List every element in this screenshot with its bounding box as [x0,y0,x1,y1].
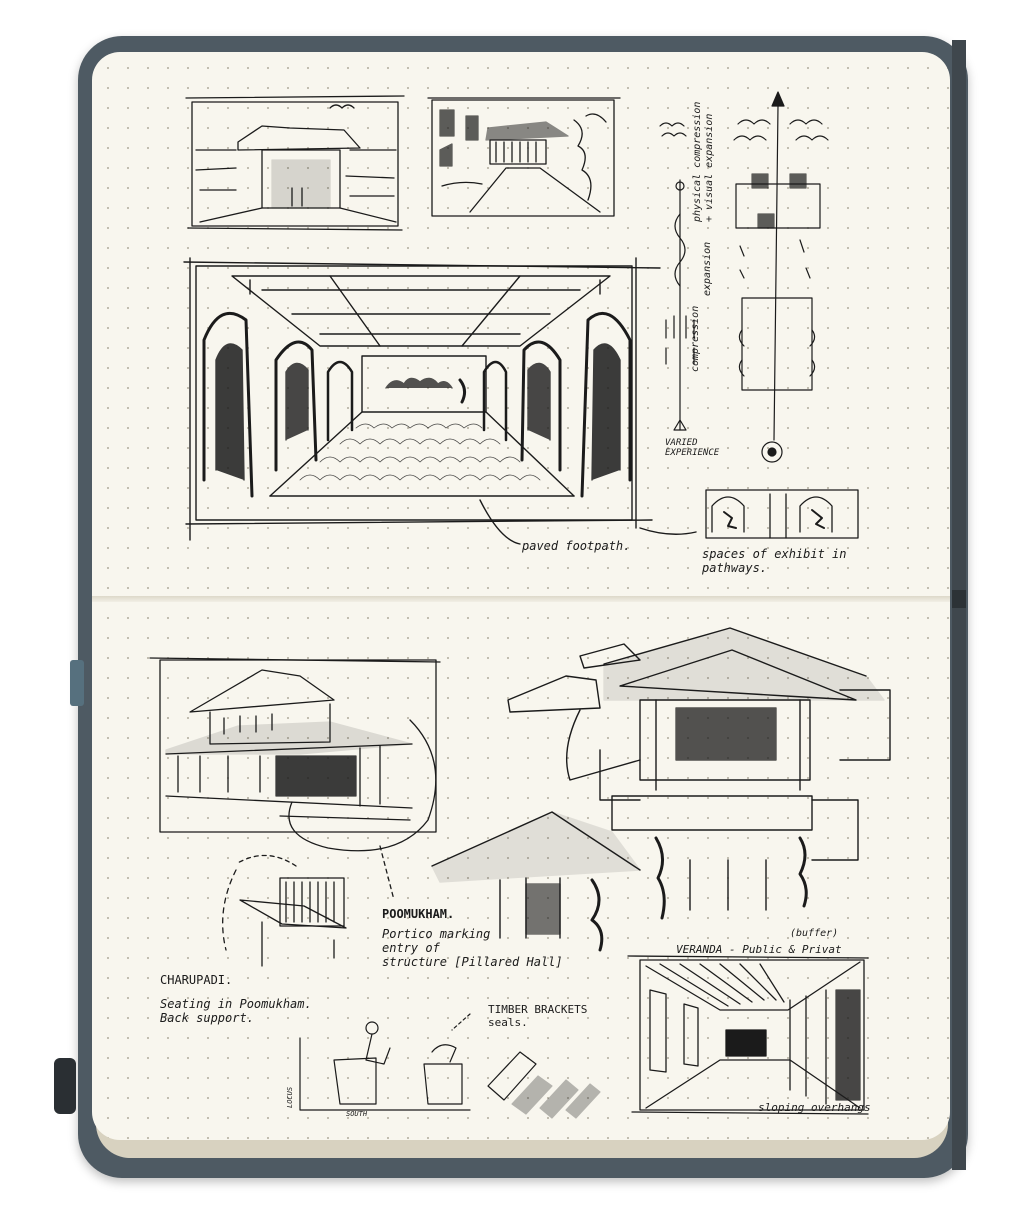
poomukham-sketch [432,628,890,950]
axis-y-label: LOCUS [286,1086,294,1108]
charupadi-title: CHARUPADI. [160,973,233,987]
arcade-sketch [184,258,696,544]
house-sketch [150,658,440,851]
compression-diagram [660,92,828,462]
sloping-overhangs-label: sloping overhangs [758,1101,871,1114]
charupadi-sketch [223,846,394,966]
varied-experience-label: VARIED EXPERIENCE [665,438,720,459]
expansion-label: expansion [702,241,713,296]
physical-compression-label: physical compression + visual expansion [692,101,715,222]
veranda-sketch [628,956,868,1114]
seating-figures [300,1014,600,1118]
poomukham-description: Portico marking entry of structure [Pillared Hall] [382,927,563,969]
paved-footpath-label: paved footpath. [522,539,631,553]
compression-label: compression [690,305,701,372]
buffer-label: (buffer) [790,928,839,939]
charupadi-description: Seating in Poomukham. Back support. [160,997,312,1025]
spaces-exhibit-label: spaces of exhibit in pathways. [702,547,847,575]
axis-x-label: SOUTH [346,1110,368,1118]
street-sketch [428,98,620,216]
timber-brackets-label: TIMBER BRACKETS seals. [488,1003,588,1029]
veranda-label: VERANDA - Public & Privat [676,943,842,956]
gateway-sketch [186,96,404,230]
exhibit-niches [706,490,858,538]
poomukham-title: POOMUKHAM. [382,907,455,921]
